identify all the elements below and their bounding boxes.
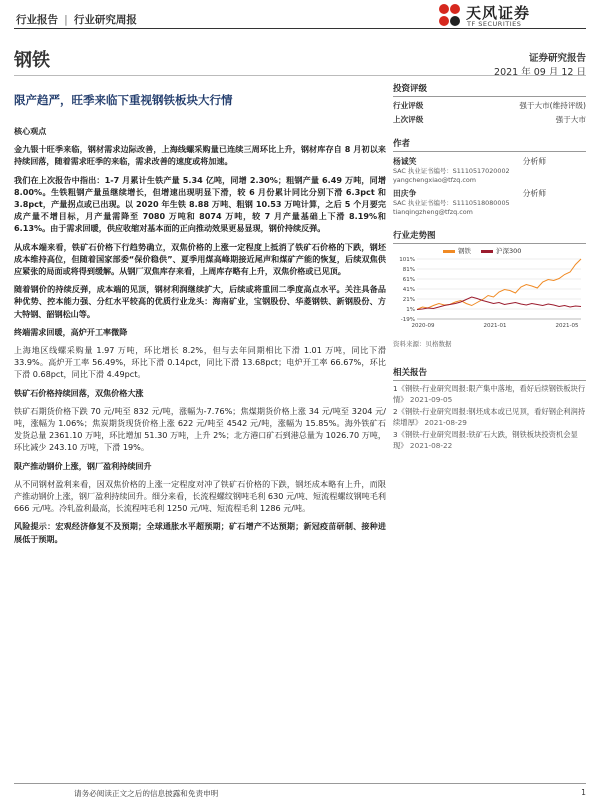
author-cert: SAC 执业证书编号：S1110518080005 xyxy=(393,199,510,207)
related-date: 2021-08-29 xyxy=(424,417,467,427)
y-tick-label: 1% xyxy=(406,307,415,313)
paragraph-season: 金九银十旺季来临，钢材需求边际改善，上海线螺采购量已连续三周环比上升，钢材库存自 8 月初以来持续回落，随着需求旺季的来临，需求改善的速度或将加速。 xyxy=(14,144,386,167)
trend-heading: 行业走势图 xyxy=(393,229,586,244)
section-demand-heading: 终端需求回暖，高炉开工率微降 xyxy=(14,326,128,337)
trend-chart xyxy=(393,255,586,335)
rating-value: 强于大市(维持评级) xyxy=(519,101,586,110)
author-heading: 作者 xyxy=(393,137,586,152)
y-tick-label: 21% xyxy=(402,297,415,303)
author-block xyxy=(393,156,586,217)
x-tick-label: 2020-09 xyxy=(411,323,435,329)
paragraph-cost: 从成本端来看，铁矿石价格下行趋势确立，双焦价格的上涨一定程度上抵消了铁矿石价格的下跌，钢坯成本维持高位，但随着国家部委“保价稳供”、夏季用煤高峰期接近尾声和煤矿产能的恢复，后续双焦供应紧张的局面或将得到缓解。从钢厂双焦库存来看，上周库存略有上升，双焦价格或已见顶。 xyxy=(14,241,386,277)
related-list xyxy=(393,384,586,451)
rating-row xyxy=(393,100,586,111)
related-title[interactable]: 2《钢铁-行业研究周报:钢坯成本或已见顶，看好钢企利润持续增厚》 xyxy=(393,407,586,427)
y-tick-label: 61% xyxy=(402,277,415,283)
sector-title: 钢铁 xyxy=(14,50,50,71)
page-number: 1 xyxy=(581,788,586,797)
crumb-report: 行业报告 xyxy=(16,14,58,26)
section-ore-heading: 铁矿石价格持续回落，双焦价格大涨 xyxy=(14,387,144,398)
y-tick-label: -19% xyxy=(400,317,415,323)
author-email[interactable]: yangchengxiao@tfzq.com xyxy=(393,176,477,184)
logo-name-en: TF SECURITIES xyxy=(467,20,522,28)
y-tick-label: 41% xyxy=(402,287,415,293)
paragraph-production: 我们在上次报告中指出：1-7 月累计生铁产量 5.34 亿吨，同增 2.30%；粗钢产量 6.49 万吨，同增 8.00%。生铁粗钢产量虽继续增长，但增速出现明显下滑，较 6 月份累计同比分别下滑 6.3pct 和 3.8pct，产量拐点或已出现。以 2020 年生铁 8.88 万吨、粗钢 10.53 万吨计算，之后 5 个月要完成产量不增目标，月产量需降至 7080 万吨和 8074 万吨，较 7 月产量基础上下滑 8.19%和 6.13%。由于需求回暖，供应收缩对基本面的正向推动效果更易显现，钢价持续反弹。 xyxy=(14,174,386,234)
header-rule xyxy=(14,28,586,29)
legend-item-steel xyxy=(443,246,471,255)
report-type: 证券研究报告 xyxy=(528,53,586,64)
rating-label: 行业评级 xyxy=(393,101,424,110)
author-cert: SAC 执业证书编号：S1110517020002 xyxy=(393,167,510,175)
x-tick-label: 2021-05 xyxy=(555,323,579,329)
prev-rating-label: 上次评级 xyxy=(393,115,424,124)
series-line-steel xyxy=(417,259,581,310)
logo-name-cn: 天风证券 xyxy=(466,4,531,22)
page-footer xyxy=(14,783,586,798)
report-headline: 限产趋严，旺季来临下重视钢铁板块大行情 xyxy=(14,93,233,107)
related-date: 2021-08-22 xyxy=(409,440,453,450)
report-date: 2021 年 09 月 12 日 xyxy=(494,67,586,78)
author-email[interactable]: tianqingzheng@tfzq.com xyxy=(393,208,473,216)
author-role: 分析师 xyxy=(522,157,546,166)
author-name: 杨诚笑 xyxy=(393,157,417,166)
logo-mark-icon xyxy=(436,2,462,28)
related-title[interactable]: 3《钢铁-行业研究周报:铁矿石大跌，钢铁板块投资机会显现》 xyxy=(393,430,578,450)
prev-rating-row xyxy=(393,114,586,125)
y-tick-label: 101% xyxy=(399,257,415,263)
main-column xyxy=(14,125,386,551)
paragraph-demand: 上海地区线螺采购量 1.97 万吨，环比增长 8.2%，但与去年同期相比下滑 1.01 万吨，同比下滑 33.9%。高炉开工率 56.49%，环比下滑 0.14pct，同比下滑 13.68pct；电炉开工率 66.67%，环比下滑 0.68pct，同比下滑 4.49pct。 xyxy=(14,345,386,380)
related-item[interactable] xyxy=(393,407,586,428)
y-tick-label: 81% xyxy=(402,267,415,273)
related-item[interactable] xyxy=(393,384,586,405)
prev-rating-value: 强于大市 xyxy=(555,115,586,124)
crumb-separator: | xyxy=(64,14,68,26)
title-divider xyxy=(14,75,586,76)
risk-warning: 风险提示：宏观经济修复不及预期；全球通胀水平超预期；矿石增产不达预期；新冠疫苗研制、接种进展低于预期。 xyxy=(14,521,386,544)
author-role: 分析师 xyxy=(522,189,546,198)
legend-label-steel: 钢铁 xyxy=(458,247,471,255)
legend-label-hs300: 沪深300 xyxy=(496,247,522,255)
related-heading: 相关报告 xyxy=(393,366,586,381)
core-view-heading: 核心观点 xyxy=(14,126,47,136)
paragraph-profit: 随着钢价的持续反弹，成本端的见顶，钢材利润继续扩大，后续或将重回二季度高点水平。关注具备品种优势、控本能力强、分红水平较高的优质行业龙头：海南矿业，宝钢股份、华菱钢铁、新钢股份、方大特钢、韶钢松山等。 xyxy=(14,284,386,319)
footer-disclaimer: 请务必阅读正文之后的信息披露和免责申明 xyxy=(74,789,219,798)
x-tick-label: 2021-01 xyxy=(483,323,507,329)
brand-logo xyxy=(436,2,586,28)
paragraph-ore: 铁矿石期货价格下跌 70 元/吨至 832 元/吨，涨幅为-7.76%；焦煤期货价格上涨 34 元/吨至 3204 元/吨，涨幅为 1.06%；焦炭期货现货价格上涨 622 元/吨至 4542 元/吨，涨幅为 15.85%。海外铁矿石发货总量 2361.10 万吨，环比增加 51.30 万吨，上升 2%；北方港口矿石到港总量为 1026.70 万吨，环比减少 243.10 万吨，下滑 19%。 xyxy=(14,405,386,453)
paragraph-margin: 从不同钢材盈利来看，因双焦价格的上涨一定程度对冲了铁矿石价格的下跌，钢坯成本略有上升，而限产推动钢价上涨，钢厂盈利持续回升。细分来看，长流程螺纹钢吨毛利 630 元/吨、短流程螺纹钢吨毛利 666 元/吨。冷轧盈利最高，长流程吨毛利 1250 元/吨、短流程毛利 1286 元/吨。 xyxy=(14,478,386,514)
chart-source: 资料来源：贝格数据 xyxy=(393,340,452,348)
rating-heading: 投资评级 xyxy=(393,82,586,97)
legend-item-hs300 xyxy=(481,246,521,255)
crumb-weekly: 行业研究周报 xyxy=(73,14,137,26)
related-item[interactable] xyxy=(393,430,586,451)
author-name: 田庆争 xyxy=(393,189,417,198)
related-title[interactable]: 1《钢铁-行业研究周报:限产集中落地，看好后续钢铁板块行情》 xyxy=(393,384,586,404)
author-row xyxy=(393,156,586,167)
sidebar xyxy=(393,78,586,453)
author-row xyxy=(393,188,586,199)
section-margin-heading: 限产推动钢价上涨，钢厂盈利持续回升 xyxy=(14,460,152,471)
chart-legend xyxy=(443,246,586,255)
related-date: 2021-09-05 xyxy=(409,394,453,404)
breadcrumb xyxy=(16,12,137,27)
